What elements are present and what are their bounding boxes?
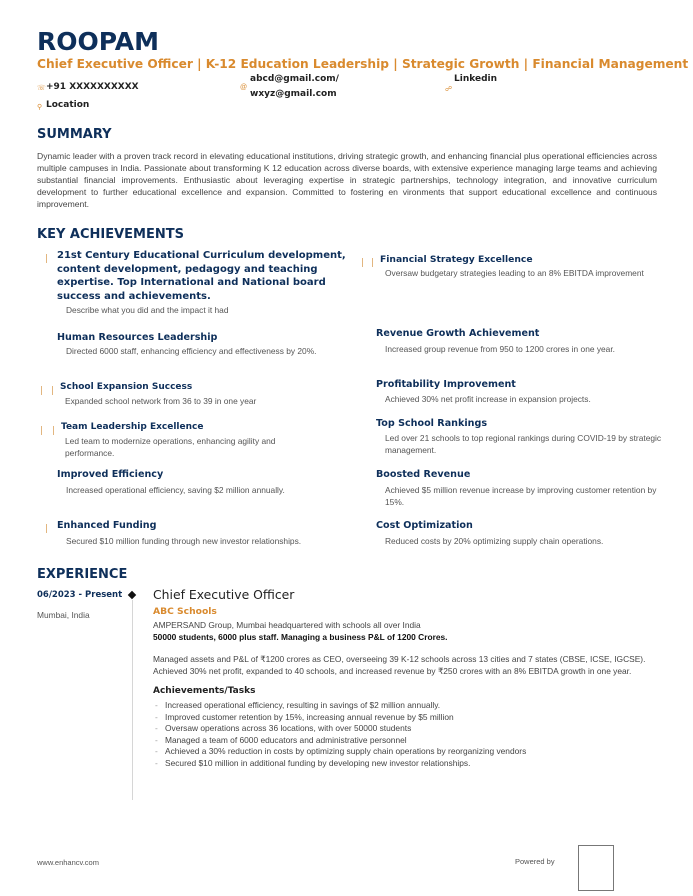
achievement-desc: Expanded school network from 36 to 39 in one year [65,396,257,406]
task-item [153,735,675,747]
footer-url[interactable]: www.enhancv.com [37,858,99,867]
achievement-marker [372,258,373,267]
achievement-title: School Expansion Success [60,382,193,392]
achievement-item [61,421,321,459]
achievement-title: 21st Century Educational Curriculum development, content development, pedagogy and teaching expertise. Top International and National board success and achievements. [57,250,346,302]
achievement-desc: Achieved 30% net profit increase in expansion projects. [385,394,591,404]
achievement-item [376,378,666,406]
experience-location: Mumbai, India [37,610,90,620]
task-text: Oversaw operations across 36 locations, with over 50000 students [165,723,412,734]
achievement-title: Enhanced Funding [57,520,157,531]
dash-icon: - [155,734,158,745]
achievement-desc: Led over 21 schools to top regional rankings during COVID-19 by strategic management. [385,433,662,455]
achievement-title: Cost Optimization [376,520,473,531]
task-text: Secured $10 million in additional funding by developing new investor relationships. [165,757,471,768]
achievement-title: Boosted Revenue [376,469,471,480]
task-text: Increased operational efficiency, resulting in savings of $2 million annually. [165,700,441,710]
achievement-item [380,253,670,280]
achievement-title: Revenue Growth Achievement [376,328,540,339]
summary-title: SUMMARY [37,127,112,142]
achievement-marker [52,386,53,395]
achievement-title: Team Leadership Excellence [61,422,204,432]
task-item [153,700,675,712]
achievement-desc: Increased operational efficiency, saving $2 million annually. [66,485,285,495]
headline: Chief Executive Officer | K-12 Education Leadership | Strategic Growth | Financial Management [37,57,689,71]
linkedin-icon: ☍ [445,86,453,93]
achievement-desc: Increased group revenue from 950 to 1200 crores in one year. [385,344,615,354]
experience-entry [153,587,675,770]
achievement-marker [362,258,363,267]
achievement-item [376,417,666,456]
experience-title: EXPERIENCE [37,567,128,582]
achievement-desc: Achieved $5 million revenue increase by improving customer retention by 15%. [385,485,657,507]
email-icon: @ [240,84,248,91]
achievement-desc: Describe what you did and the impact it had [66,305,229,315]
task-text: Improved customer retention by 15%, increasing annual revenue by $5 million [165,711,454,722]
experience-company: ABC Schools [153,606,217,617]
task-text: Managed a team of 6000 educators and administrative personnel [165,734,407,745]
logo-placeholder-icon [578,845,614,891]
achievement-item [60,381,350,408]
email-1[interactable]: abcd@gmail.com/ [250,74,339,84]
task-item [153,758,675,770]
achievement-title: Improved Efficiency [57,469,164,480]
achievement-item [57,249,347,317]
experience-summary: Managed assets and P&L of ₹1200 crores as CEO, overseeing 39 K-12 schools across 13 cities and 7 states (CBSE, ICSE, IGCSE). Achieved 30% net profit, expanded to 40 schools, and increased revenue by ₹250 crores with an 8% EBITDA growth in one year. [153,654,646,676]
achievement-item [376,327,666,356]
achievement-marker [41,426,42,435]
experience-date: 06/2023 - Present [37,590,123,600]
location: Location [46,100,90,110]
achievement-desc: Directed 6000 staff, enhancing efficiency and effectiveness by 20%. [66,346,317,356]
achievement-marker [53,426,54,435]
candidate-name: ROOPAM [37,27,160,56]
achievement-marker [41,386,42,395]
timeline-line [132,600,133,800]
achievement-marker [46,524,47,533]
tasks-list [153,700,675,770]
dash-icon: - [155,711,158,722]
achievement-item [376,468,666,508]
timeline-dot-icon [128,591,136,599]
dash-icon: - [155,757,158,768]
email-2[interactable]: wxyz@gmail.com [250,89,337,99]
summary-text: Dynamic leader with a proven track record in elevating educational institutions, driving strategic growth, and enhancing financial plus operational efficiencies across multiple campuses in India. Passionate about transforming K 12 education across diverse boards, with extensive experience managing large teams and achieving substantial financial improvements. Enthusiastic about leveraging expertise in strategic partnerships, technology integration, and innovative curriculum development to further educational excellence and expansion. Committed to fostering en vironments that support educational excellence and continuous improvement. [37,151,657,209]
tasks-title: Achievements/Tasks [153,686,256,696]
phone-icon: ☏ [37,85,46,92]
task-text: Achieved a 30% reduction in costs by optimizing supply chain operations by reorganizing vendors [165,746,527,757]
achievement-desc: Secured $10 million funding through new investor relationships. [66,536,302,546]
task-item [153,746,675,758]
dash-icon: - [155,746,158,757]
achievement-marker [46,254,47,263]
company-stats: 50000 students, 6000 plus staff. Managing a business P&L of 1200 Crores. [153,631,448,642]
achievement-title: Profitability Improvement [376,379,516,390]
achievement-desc: Led team to modernize operations, enhancing agility and performance. [65,436,276,458]
achievement-item [376,519,666,548]
task-item [153,712,675,724]
achievement-item [57,519,347,548]
experience-role: Chief Executive Officer [153,587,295,602]
achievements-title: KEY ACHIEVEMENTS [37,227,184,242]
achievement-desc: Reduced costs by 20% optimizing supply chain operations. [385,536,604,546]
company-description: AMPERSAND Group, Mumbai headquartered with schools all over India [153,620,421,630]
location-icon: ⚲ [37,104,43,111]
powered-by-label: Powered by [515,857,555,866]
dash-icon: - [155,723,158,734]
linkedin-link[interactable]: Linkedin [454,74,498,84]
task-item [153,723,675,735]
dash-icon: - [155,700,158,710]
achievement-item [57,468,347,497]
achievement-title: Top School Rankings [376,418,488,429]
phone: +91 XXXXXXXXXX [46,82,139,92]
achievement-title: Financial Strategy Excellence [380,254,533,265]
achievement-desc: Oversaw budgetary strategies leading to an 8% EBITDA improvement [385,268,644,278]
achievement-title: Human Resources Leadership [57,332,218,343]
achievement-item [57,331,347,358]
